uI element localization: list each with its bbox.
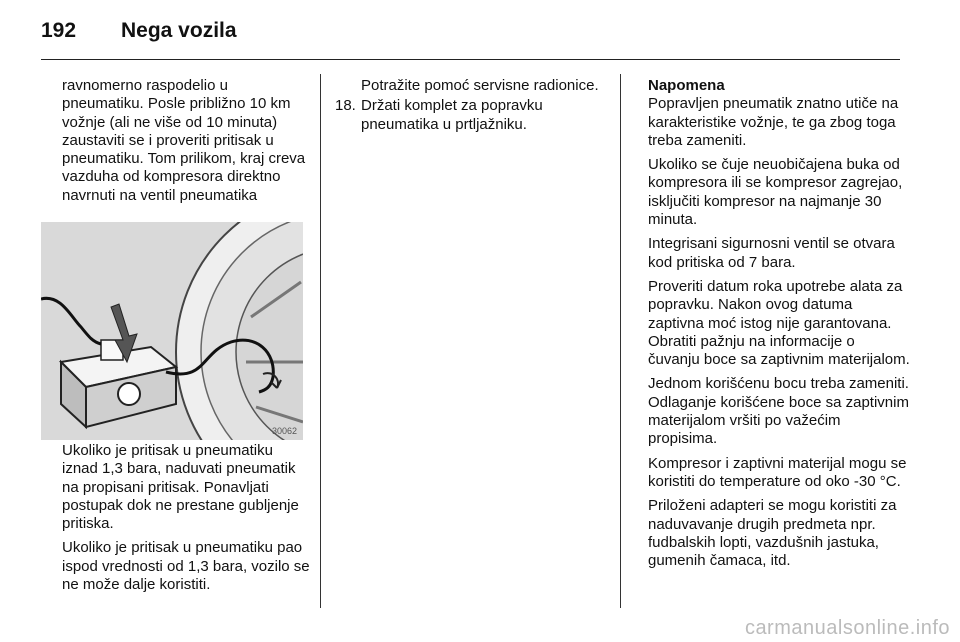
column-3 [648,77,910,576]
watermark: carmanualsonline.info [744,617,950,639]
column-1-top [62,77,312,211]
column-2 [335,77,605,134]
continued-step-text: Potražite pomoć servisne radionice. [361,77,599,94]
column-divider-1 [320,74,321,608]
note-paragraph-3: Integrisani sigurnosni ventil se otvara kod pritiska od 7 bara. [648,235,895,271]
note-heading: Napomena [648,77,725,94]
paragraph-1: ravnomerno raspodelio u pneumatiku. Posle približno 10 km vožnje (ali ne više od 10 minuta) zaustaviti se i proveriti pritisak u pneumatiku. Tom prilikom, kraj creva vazduha od kompresora direktno navrnuti na ventil pneumatika [62,77,306,204]
note-paragraph-5: Jednom korišćenu bocu treba zameniti. Odlaganje korišćene boce sa zaptivnim materijalom vršiti po važećim propisima. [648,375,909,448]
list-item-number: 18. [335,97,356,115]
note-paragraph-4: Proveriti datum roka upotrebe alata za popravku. Nakon ovog datuma zaptivna moć istog nije garantovana. Obratiti pažnju na informacije o čuvanju boce sa zaptivnim materijalom. [648,277,910,369]
page-header [41,16,237,46]
list-item [335,97,605,134]
list-item-text: Držati komplet za popravku pneumatika u prtljažniku. [361,97,543,133]
note-paragraph-2: Ukoliko se čuje neuobičajena buka od kompresora ili se kompresor zagrejao, isključiti kompresor na najmanje 30 minuta. [648,156,903,229]
paragraph-3: Ukoliko je pritisak u pneumatiku pao ispod vrednosti od 1,3 bara, vozilo se ne može dalje koristiti. [62,539,310,594]
column-divider-2 [620,74,621,608]
compressor-illustration [41,222,303,440]
header-rule [41,59,900,60]
note-paragraph-1: Popravljen pneumatik znatno utiče na karakteristike vožnje, te ga zbog toga treba zameniti. [648,95,899,149]
page-title: Nega vozila [121,19,237,42]
column-1-bottom [62,442,312,600]
paragraph-2: Ukoliko je pritisak u pneumatiku iznad 1,3 bara, naduvati pneumatik na propisani pritisak. Ponavljati postupak dok ne prestane gubljenje pritiska. [62,442,299,533]
note-paragraph-6: Kompresor i zaptivni materijal mogu se koristiti do temperature od oko -30 °C. [648,454,907,490]
figure-number: 30062 [271,426,297,436]
page-number: 192 [41,19,77,42]
note-paragraph-7: Priloženi adapteri se mogu koristiti za naduvavanje drugih predmeta npr. fudbalskih lopti, vazdušnih jastuka, gumenih čamaca, itd. [648,497,897,570]
